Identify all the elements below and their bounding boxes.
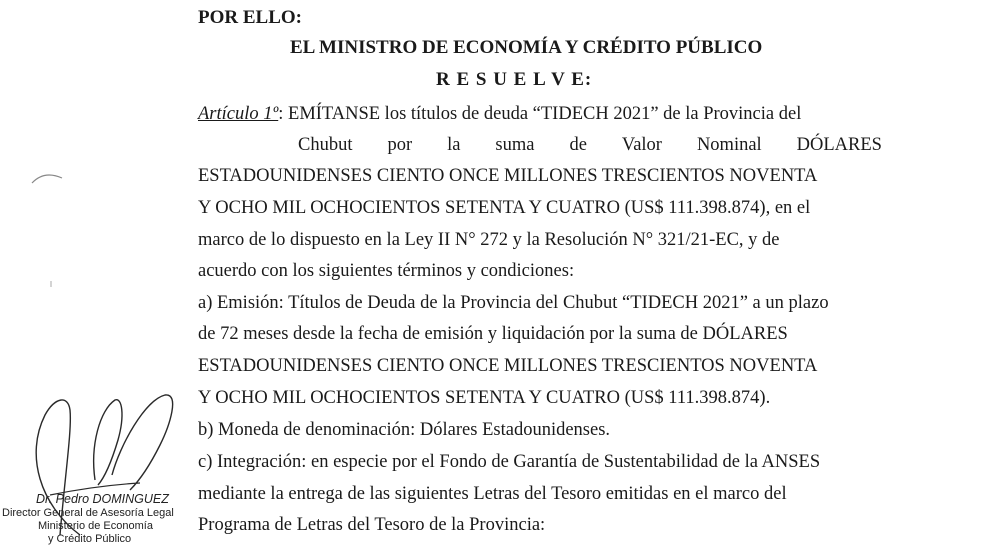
article1-line-1 (198, 104, 801, 125)
article1-word: suma (495, 135, 535, 155)
signatory-ministry: Ministerio de Economía (38, 520, 153, 532)
signatory-ministry-2: y Crédito Público (48, 533, 132, 545)
article1-line-5: marco de lo dispuesto en la Ley II N° 272 y la Resolución N° 321/21-EC, y de (198, 230, 780, 250)
resolves-heading: R E S U E L V E: (436, 69, 593, 90)
item-c-line-2: mediante la entrega de las siguientes Letras del Tesoro emitidas en el marco del (198, 484, 787, 504)
article1-line-6: acuerdo con los siguientes términos y condiciones: (198, 261, 575, 281)
margin-arc-mark (30, 168, 66, 186)
item-c-line-1: c) Integración: en especie por el Fondo de Garantía de Sustentabilidad de la ANSES (198, 452, 821, 472)
article1-word: de (569, 135, 587, 155)
item-b-line-1: b) Moneda de denominación: Dólares Estadounidenses. (198, 420, 611, 440)
item-a-line-3: ESTADOUNIDENSES CIENTO ONCE MILLONES TRESCIENTOS NOVENTA (198, 356, 818, 376)
article1-line-2 (298, 135, 882, 156)
item-a-line-1: a) Emisión: Títulos de Deuda de la Provincia del Chubut “TIDECH 2021” a un plazo (198, 293, 829, 313)
signatory-title: Director General de Asesoría Legal (2, 507, 174, 519)
item-a-line-4: Y OCHO MIL OCHOCIENTOS SETENTA Y CUATRO (US$ 111.398.874). (198, 388, 771, 408)
signatory-name: Dr. Pedro DOMINGUEZ (36, 492, 169, 506)
minister-heading: EL MINISTRO DE ECONOMÍA Y CRÉDITO PÚBLICO (290, 37, 763, 58)
article1-label: Artículo 1º (198, 104, 279, 124)
article1-word: la (447, 135, 461, 155)
item-c-line-3: Programa de Letras del Tesoro de la Provincia: (198, 515, 546, 535)
article1-word: Nominal (696, 135, 762, 155)
article1-word: DÓLARES (796, 135, 882, 155)
margin-dot-mark (48, 280, 54, 288)
article1-line-3: ESTADOUNIDENSES CIENTO ONCE MILLONES TRESCIENTOS NOVENTA (198, 166, 818, 186)
item-a-line-2: de 72 meses desde la fecha de emisión y liquidación por la suma de DÓLARES (198, 324, 788, 344)
article1-word: Chubut (298, 135, 353, 155)
intro-heading: POR ELLO: (198, 7, 302, 28)
article1-line1-text: : EMÍTANSE los títulos de deuda “TIDECH 2021” de la Provincia del (278, 104, 802, 124)
article1-word: por (387, 135, 413, 155)
article1-line-4: Y OCHO MIL OCHOCIENTOS SETENTA Y CUATRO (US$ 111.398.874), en el (198, 198, 811, 218)
article1-word: Valor (621, 135, 662, 155)
